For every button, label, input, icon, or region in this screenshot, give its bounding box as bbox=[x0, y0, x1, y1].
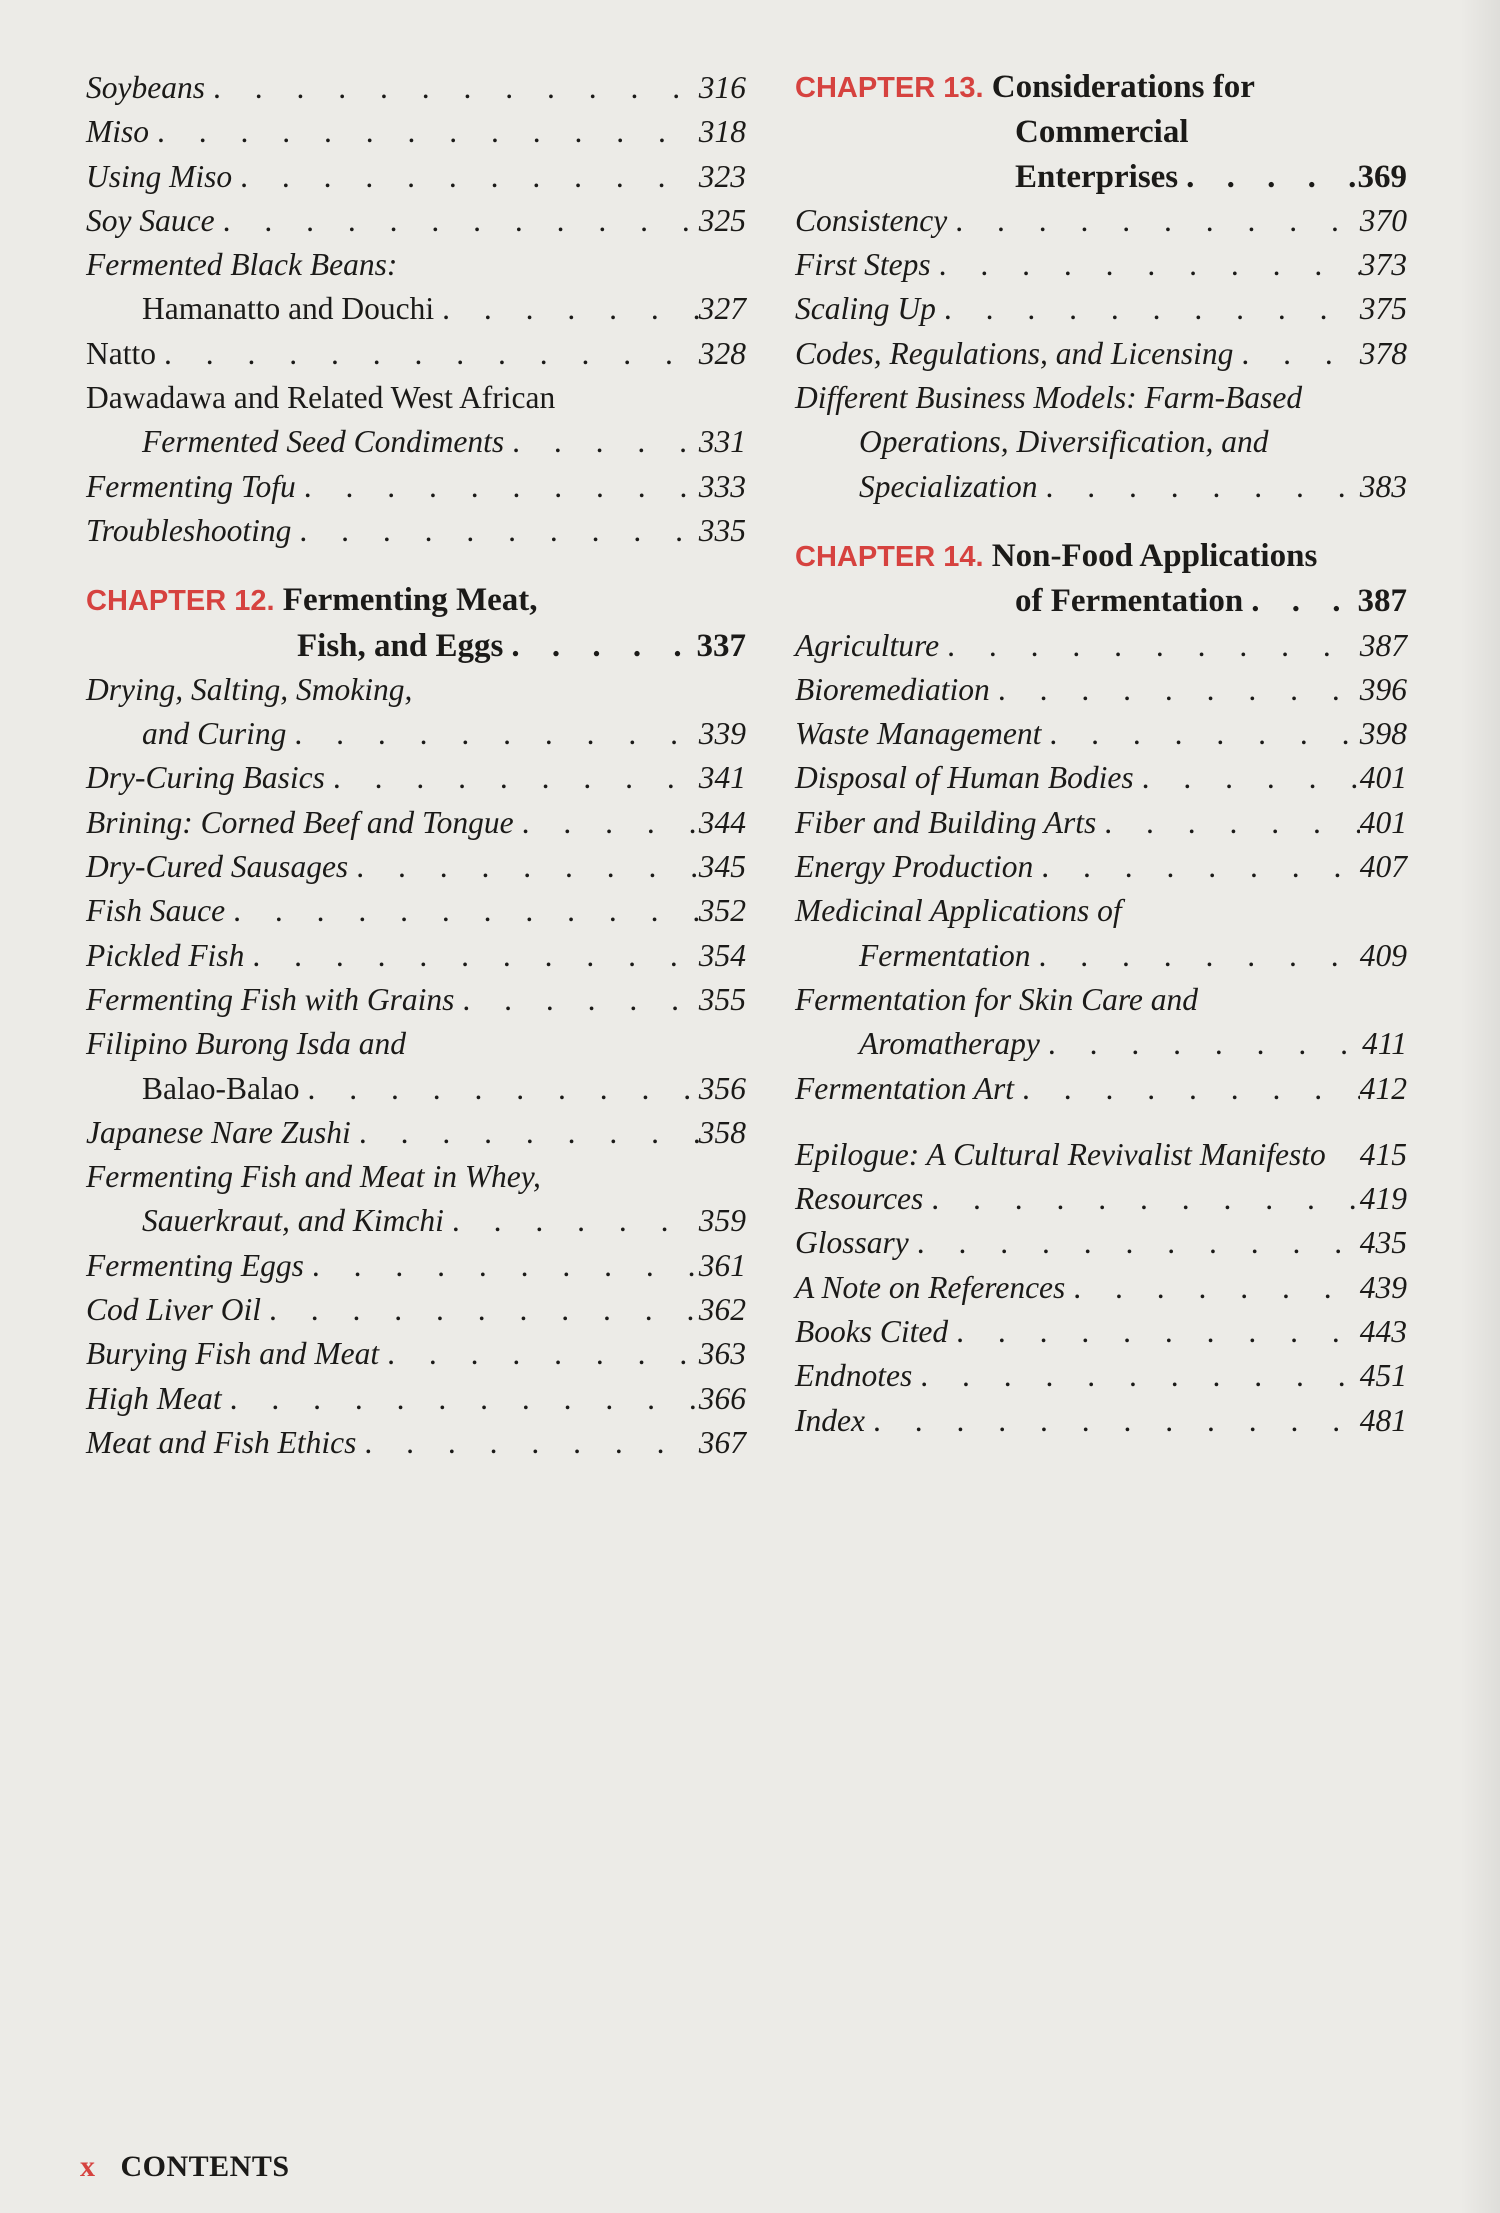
dot-leader bbox=[1096, 801, 1359, 845]
chapter-title: Enterprises bbox=[1015, 158, 1179, 195]
dot-leader bbox=[286, 712, 698, 756]
toc-entry-label: Fish Sauce bbox=[86, 893, 226, 929]
chapter-14-heading[interactable] bbox=[795, 535, 1407, 624]
dot-leader bbox=[947, 199, 1360, 243]
chapter-page-number: 369 bbox=[1357, 158, 1407, 195]
toc-entry[interactable] bbox=[795, 1399, 1407, 1443]
chapter-number: CHAPTER 13. bbox=[795, 72, 984, 104]
toc-entry[interactable] bbox=[795, 1177, 1407, 1221]
toc-entries-group bbox=[86, 66, 746, 553]
toc-entry-page-number: 409 bbox=[1359, 937, 1407, 973]
toc-entry[interactable] bbox=[795, 978, 1407, 1022]
toc-entry-label: Specialization bbox=[859, 468, 1038, 504]
toc-entry[interactable] bbox=[795, 845, 1407, 889]
toc-entry-label: Resources bbox=[795, 1181, 924, 1217]
toc-entry[interactable] bbox=[86, 155, 746, 199]
dot-leader bbox=[948, 1310, 1360, 1354]
dot-leader bbox=[514, 801, 699, 845]
toc-entry-label: Glossary bbox=[795, 1225, 909, 1261]
dot-leader bbox=[215, 199, 699, 243]
folio-page-number: x bbox=[80, 2150, 95, 2183]
toc-entry-label: Operations, Diversification, and bbox=[859, 424, 1269, 460]
dot-leader bbox=[304, 1244, 699, 1288]
chapter-title: Commercial bbox=[1015, 114, 1189, 151]
toc-entry-page-number: 383 bbox=[1359, 468, 1407, 504]
toc-entry[interactable] bbox=[86, 376, 746, 420]
chapter-title: Fermenting Meat, bbox=[282, 582, 538, 619]
dot-leader bbox=[1233, 332, 1359, 376]
dot-leader bbox=[291, 509, 698, 553]
toc-entry-page-number: 323 bbox=[698, 158, 746, 194]
toc-entry-page-number: 361 bbox=[698, 1247, 746, 1283]
toc-entry[interactable] bbox=[86, 934, 746, 978]
toc-entry-page-number: 318 bbox=[698, 114, 746, 150]
toc-entry-label: Dry-Cured Sausages bbox=[86, 849, 349, 885]
toc-entry-label: Filipino Burong Isda and bbox=[86, 1026, 406, 1062]
toc-entry-label: Fermented Seed Condiments bbox=[142, 424, 505, 460]
dot-leader bbox=[1041, 712, 1359, 756]
toc-entry-page-number: 356 bbox=[698, 1070, 746, 1106]
chapter-page-number: 337 bbox=[696, 627, 746, 664]
toc-entry[interactable] bbox=[86, 509, 746, 553]
dot-leader bbox=[205, 66, 699, 110]
toc-entry[interactable] bbox=[795, 1310, 1407, 1354]
toc-entry-page-number: 378 bbox=[1359, 335, 1407, 371]
toc-entry[interactable] bbox=[795, 1266, 1407, 1310]
toc-entry-page-number: 411 bbox=[1362, 1026, 1407, 1062]
toc-entry[interactable] bbox=[86, 243, 746, 287]
toc-entry[interactable] bbox=[86, 332, 746, 376]
toc-entry-page-number: 481 bbox=[1359, 1402, 1407, 1438]
running-footer bbox=[80, 2150, 290, 2184]
dot-leader bbox=[865, 1399, 1360, 1443]
toc-entry-label: Cod Liver Oil bbox=[86, 1292, 262, 1328]
toc-left-column bbox=[86, 66, 746, 1465]
dot-leader bbox=[444, 1199, 699, 1243]
dot-leader bbox=[1134, 756, 1360, 800]
dot-leader bbox=[149, 110, 699, 154]
toc-entry-label: Fermenting Fish with Grains bbox=[86, 981, 455, 1017]
toc-entry[interactable] bbox=[795, 199, 1407, 243]
toc-entry-label: Hamanatto and Douchi bbox=[142, 291, 435, 327]
toc-entry-page-number: 355 bbox=[698, 981, 746, 1017]
toc-entry-label: Balao-Balao bbox=[142, 1070, 300, 1106]
toc-entry[interactable] bbox=[795, 243, 1407, 287]
dot-leader bbox=[325, 756, 699, 800]
dot-leader bbox=[939, 624, 1360, 668]
toc-entry-label: Endnotes bbox=[795, 1358, 913, 1394]
toc-entry-label: Soy Sauce bbox=[86, 202, 215, 238]
toc-entry-label: Japanese Nare Zushi bbox=[86, 1114, 351, 1150]
dot-leader bbox=[936, 287, 1360, 331]
toc-entry-label: Fermented Black Beans: bbox=[86, 247, 398, 283]
toc-entry-page-number: 407 bbox=[1359, 849, 1407, 885]
chapter-page-number: 387 bbox=[1357, 583, 1407, 620]
toc-entry[interactable] bbox=[86, 668, 746, 712]
toc-entry-label: Books Cited bbox=[795, 1314, 949, 1350]
toc-right-column bbox=[795, 66, 1407, 1443]
toc-entry[interactable] bbox=[795, 287, 1407, 331]
toc-entry-page-number: 325 bbox=[698, 202, 746, 238]
toc-entry[interactable] bbox=[86, 756, 746, 800]
toc-entry-label: Codes, Regulations, and Licensing bbox=[795, 335, 1234, 371]
chapter-number: CHAPTER 12. bbox=[86, 585, 275, 618]
toc-entry-page-number: 373 bbox=[1359, 247, 1407, 283]
toc-entry-label: Drying, Salting, Smoking, bbox=[86, 671, 413, 707]
toc-entry[interactable] bbox=[795, 1022, 1407, 1066]
dot-leader bbox=[1033, 845, 1360, 889]
toc-entry-page-number: 401 bbox=[1359, 760, 1407, 796]
dot-leader bbox=[225, 889, 699, 933]
toc-entry[interactable] bbox=[86, 1067, 746, 1111]
toc-entry-label: Meat and Fish Ethics bbox=[86, 1424, 357, 1460]
toc-entry-label: Epilogue: A Cultural Revivalist Manifesto bbox=[795, 1136, 1326, 1172]
toc-entry-page-number: 331 bbox=[698, 424, 746, 460]
dot-leader bbox=[434, 287, 699, 331]
toc-entry-label: Dawadawa and Related West African bbox=[86, 380, 556, 416]
dot-leader bbox=[923, 1177, 1359, 1221]
chapter-title: of Fermentation bbox=[1015, 583, 1244, 620]
toc-entry-page-number: 387 bbox=[1359, 627, 1407, 663]
toc-entry[interactable] bbox=[86, 1111, 746, 1155]
toc-entry-label: Pickled Fish bbox=[86, 937, 245, 973]
toc-entry-page-number: 412 bbox=[1359, 1070, 1407, 1106]
dot-leader bbox=[356, 1421, 698, 1465]
toc-entry[interactable] bbox=[86, 845, 746, 889]
toc-entry-label: Consistency bbox=[795, 202, 948, 238]
dot-leader bbox=[1243, 579, 1357, 623]
chapter-title: Considerations for bbox=[991, 69, 1255, 105]
toc-entry-label: Sauerkraut, and Kimchi bbox=[142, 1203, 444, 1239]
toc-entry-label: Fermenting Eggs bbox=[86, 1247, 304, 1283]
dot-leader bbox=[504, 420, 699, 464]
dot-leader bbox=[454, 978, 698, 1022]
dot-leader bbox=[348, 845, 699, 889]
chapter-title: Non-Food Applications bbox=[991, 537, 1318, 574]
toc-entry-page-number: 316 bbox=[698, 70, 746, 105]
toc-entry-label: A Note on References bbox=[795, 1269, 1066, 1305]
dot-leader bbox=[912, 1354, 1360, 1398]
toc-entry-label: Miso bbox=[86, 114, 149, 150]
toc-entry-label: Fermenting Tofu bbox=[86, 468, 296, 504]
toc-entry[interactable] bbox=[795, 712, 1407, 756]
toc-entry[interactable] bbox=[86, 287, 746, 331]
toc-entries-group bbox=[795, 199, 1407, 509]
toc-entry[interactable] bbox=[795, 465, 1407, 509]
toc-entry[interactable] bbox=[86, 465, 746, 509]
toc-entry[interactable] bbox=[86, 801, 746, 845]
toc-entry[interactable] bbox=[795, 1354, 1407, 1398]
toc-entry[interactable] bbox=[86, 420, 746, 464]
toc-entry[interactable] bbox=[795, 332, 1407, 376]
chapter-number: CHAPTER 14. bbox=[795, 540, 984, 573]
dot-leader bbox=[1037, 465, 1359, 509]
toc-entry[interactable] bbox=[86, 1377, 746, 1421]
toc-entry-page-number: 419 bbox=[1359, 1181, 1407, 1217]
toc-entry[interactable] bbox=[86, 1155, 746, 1199]
toc-entry[interactable] bbox=[795, 801, 1407, 845]
toc-entry-page-number: 362 bbox=[698, 1292, 746, 1328]
dot-leader bbox=[1030, 934, 1359, 978]
dot-leader bbox=[222, 1377, 699, 1421]
toc-entry-label: Soybeans bbox=[86, 70, 205, 105]
toc-entry[interactable] bbox=[86, 66, 746, 110]
toc-entry[interactable] bbox=[86, 199, 746, 243]
toc-entry-page-number: 328 bbox=[698, 335, 746, 371]
toc-entry-page-number: 375 bbox=[1359, 291, 1407, 327]
toc-entry-page-number: 327 bbox=[698, 291, 746, 327]
spacer bbox=[795, 1111, 1407, 1133]
dot-leader bbox=[1040, 1022, 1361, 1066]
toc-entry-page-number: 367 bbox=[698, 1424, 746, 1460]
toc-entry[interactable] bbox=[86, 889, 746, 933]
toc-entry-label: Burying Fish and Meat bbox=[86, 1336, 380, 1372]
toc-entry-label: Energy Production bbox=[795, 849, 1034, 885]
dot-leader bbox=[351, 1111, 699, 1155]
toc-entry-page-number: 363 bbox=[698, 1336, 746, 1372]
toc-entry-page-number: 344 bbox=[698, 804, 746, 840]
toc-entry-page-number: 359 bbox=[698, 1203, 746, 1239]
toc-entry-page-number: 335 bbox=[698, 512, 746, 548]
toc-entry[interactable] bbox=[86, 1332, 746, 1376]
toc-entry[interactable] bbox=[795, 934, 1407, 978]
toc-entry[interactable] bbox=[86, 712, 746, 756]
toc-entry-page-number: 396 bbox=[1359, 671, 1407, 707]
toc-entry[interactable] bbox=[795, 1133, 1407, 1177]
chapter-12-heading[interactable] bbox=[86, 579, 746, 668]
dot-leader bbox=[379, 1332, 699, 1376]
toc-entry[interactable] bbox=[86, 110, 746, 154]
toc-entry[interactable] bbox=[795, 889, 1407, 933]
toc-entry[interactable] bbox=[795, 1221, 1407, 1265]
dot-leader bbox=[503, 624, 696, 668]
toc-entry-label: Bioremediation bbox=[795, 671, 990, 707]
toc-entry-page-number: 352 bbox=[698, 893, 746, 929]
dot-leader bbox=[299, 1067, 698, 1111]
toc-entry[interactable] bbox=[795, 624, 1407, 668]
toc-entries-group bbox=[795, 624, 1407, 1111]
toc-entry[interactable] bbox=[795, 1067, 1407, 1111]
toc-entry-label: Fermenting Fish and Meat in Whey, bbox=[86, 1159, 541, 1195]
toc-entry-page-number: 401 bbox=[1359, 804, 1407, 840]
footer-section-title: CONTENTS bbox=[120, 2150, 290, 2183]
toc-entry[interactable] bbox=[795, 420, 1407, 464]
toc-entry-page-number: 435 bbox=[1359, 1225, 1407, 1261]
toc-entry-label: Fermentation bbox=[859, 937, 1031, 973]
toc-entry-label: and Curing bbox=[142, 716, 287, 752]
toc-entry-label: Waste Management bbox=[795, 716, 1042, 752]
toc-entry-label: Medicinal Applications of bbox=[795, 893, 1122, 929]
spacer bbox=[86, 553, 746, 579]
toc-entry-page-number: 366 bbox=[698, 1380, 746, 1416]
dot-leader bbox=[261, 1288, 699, 1332]
dot-leader bbox=[296, 465, 699, 509]
toc-entry-page-number: 345 bbox=[698, 849, 746, 885]
toc-entry[interactable] bbox=[86, 1199, 746, 1243]
toc-entry-label: Natto bbox=[86, 335, 156, 371]
dot-leader bbox=[244, 934, 698, 978]
toc-entry-label: Fermentation for Skin Care and bbox=[795, 981, 1199, 1017]
spacer bbox=[795, 509, 1407, 535]
toc-entry-page-number: 358 bbox=[698, 1114, 746, 1150]
toc-entry-page-number: 333 bbox=[698, 468, 746, 504]
toc-entry[interactable] bbox=[86, 1288, 746, 1332]
dot-leader bbox=[931, 243, 1360, 287]
toc-entry-page-number: 443 bbox=[1359, 1314, 1407, 1350]
toc-entry[interactable] bbox=[795, 668, 1407, 712]
toc-entry-page-number: 439 bbox=[1359, 1269, 1407, 1305]
dot-leader bbox=[990, 668, 1360, 712]
dot-leader bbox=[909, 1221, 1360, 1265]
dot-leader bbox=[232, 155, 699, 199]
page-edge-shadow bbox=[1460, 0, 1500, 2213]
toc-entry-label: Agriculture bbox=[795, 627, 940, 663]
toc-entry-label: Using Miso bbox=[86, 158, 233, 194]
chapter-title: Fish, and Eggs bbox=[297, 627, 504, 664]
dot-leader bbox=[1178, 155, 1357, 199]
toc-entry-page-number: 339 bbox=[698, 716, 746, 752]
toc-entry-label: High Meat bbox=[86, 1380, 222, 1416]
chapter-13-heading[interactable] bbox=[795, 66, 1407, 199]
toc-entry-page-number: 354 bbox=[698, 937, 746, 973]
toc-entry-label: Disposal of Human Bodies bbox=[795, 760, 1134, 796]
dot-leader bbox=[156, 332, 699, 376]
toc-entry-label: Fermentation Art bbox=[795, 1070, 1015, 1106]
toc-entry-label: Scaling Up bbox=[795, 291, 936, 327]
dot-leader bbox=[1014, 1067, 1360, 1111]
toc-entry-label: Troubleshooting bbox=[86, 512, 292, 548]
toc-entry[interactable] bbox=[86, 978, 746, 1022]
toc-entry-label: Fiber and Building Arts bbox=[795, 804, 1097, 840]
toc-entry-label: Different Business Models: Farm-Based bbox=[795, 380, 1303, 416]
toc-entry[interactable] bbox=[795, 756, 1407, 800]
toc-entry[interactable] bbox=[86, 1421, 746, 1465]
toc-entry-page-number: 451 bbox=[1359, 1358, 1407, 1394]
toc-entry-page-number: 398 bbox=[1359, 716, 1407, 752]
toc-entry-label: Brining: Corned Beef and Tongue bbox=[86, 804, 514, 840]
toc-entry-label: Aromatherapy bbox=[859, 1026, 1040, 1062]
toc-entry[interactable] bbox=[795, 376, 1407, 420]
toc-entries-group bbox=[86, 668, 746, 1465]
back-matter-group bbox=[795, 1133, 1407, 1443]
toc-entry-page-number: 370 bbox=[1359, 202, 1407, 238]
toc-entry-page-number: 341 bbox=[698, 760, 746, 796]
dot-leader bbox=[1065, 1266, 1359, 1310]
toc-entry[interactable] bbox=[86, 1244, 746, 1288]
toc-entry-page-number: 415 bbox=[1359, 1136, 1407, 1172]
toc-entry-label: First Steps bbox=[795, 247, 931, 283]
toc-entry-label: Dry-Curing Basics bbox=[86, 760, 325, 796]
toc-entry-label: Index bbox=[795, 1402, 865, 1438]
toc-entry[interactable] bbox=[86, 1022, 746, 1066]
